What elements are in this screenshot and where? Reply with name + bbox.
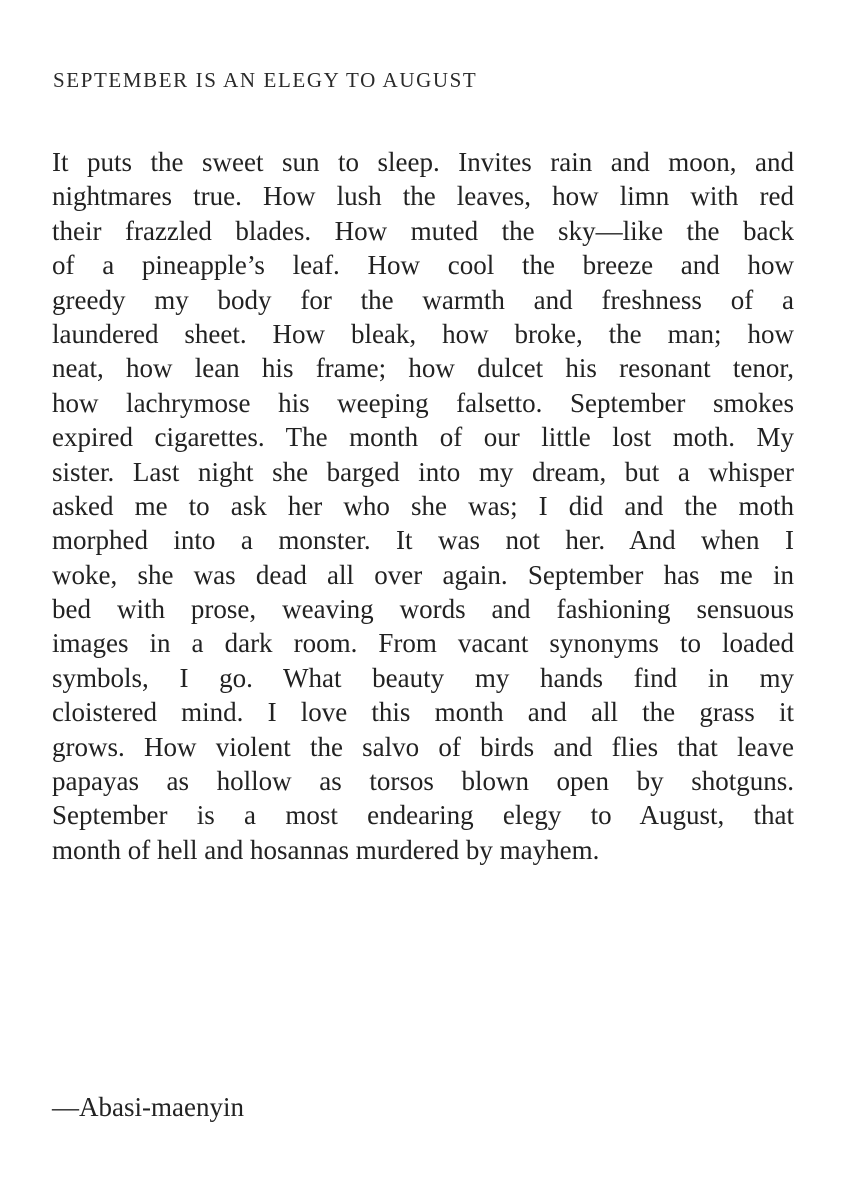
poem-line: month of hell and hosannas murdered by mayhem. — [52, 834, 600, 865]
poem-line: bed with prose, weaving words and fashioning sensuous — [52, 594, 794, 625]
poem-line: images in a dark room. From vacant synonyms to loaded — [52, 628, 794, 659]
poem-line: symbols, I go. What beauty my hands find in my — [52, 662, 794, 693]
poem-line: asked me to ask her who she was; I did and the moth — [52, 490, 794, 521]
poem-line: expired cigarettes. The month of our little lost moth. My — [52, 422, 794, 453]
poem-title: SEPTEMBER IS AN ELEGY TO AUGUST — [53, 68, 478, 92]
poem-line: sister. Last night she barged into my dream, but a whisper — [52, 456, 794, 487]
poem-line: woke, she was dead all over again. September has me in — [52, 559, 794, 590]
poem-line: September is a most endearing elegy to August, that — [52, 800, 794, 831]
poem-line: of a pineapple’s leaf. How cool the breeze and how — [52, 250, 794, 281]
poem-line: how lachrymose his weeping falsetto. September smokes — [52, 387, 794, 418]
poem-line: greedy my body for the warmth and freshness of a — [52, 284, 794, 315]
poem-line: grows. How violent the salvo of birds and flies that leave — [52, 731, 794, 762]
poem-line: morphed into a monster. It was not her. And when I — [52, 525, 794, 556]
poem-line: It puts the sweet sun to sleep. Invites rain and moon, and — [52, 147, 794, 177]
poem-line: papayas as hollow as torsos blown open by shotguns. — [52, 766, 794, 797]
poem-line: laundered sheet. How bleak, how broke, the man; how — [52, 318, 794, 349]
poem-line: neat, how lean his frame; how dulcet his resonant tenor, — [52, 353, 794, 384]
poem-line: nightmares true. How lush the leaves, how limn with red — [52, 181, 794, 212]
poem-line: cloistered mind. I love this month and all the grass it — [52, 697, 794, 728]
poem-line: their frazzled blades. How muted the sky—like the back — [52, 215, 794, 246]
poem-body — [52, 145, 794, 867]
author-signature: —Abasi-maenyin — [52, 1092, 244, 1122]
